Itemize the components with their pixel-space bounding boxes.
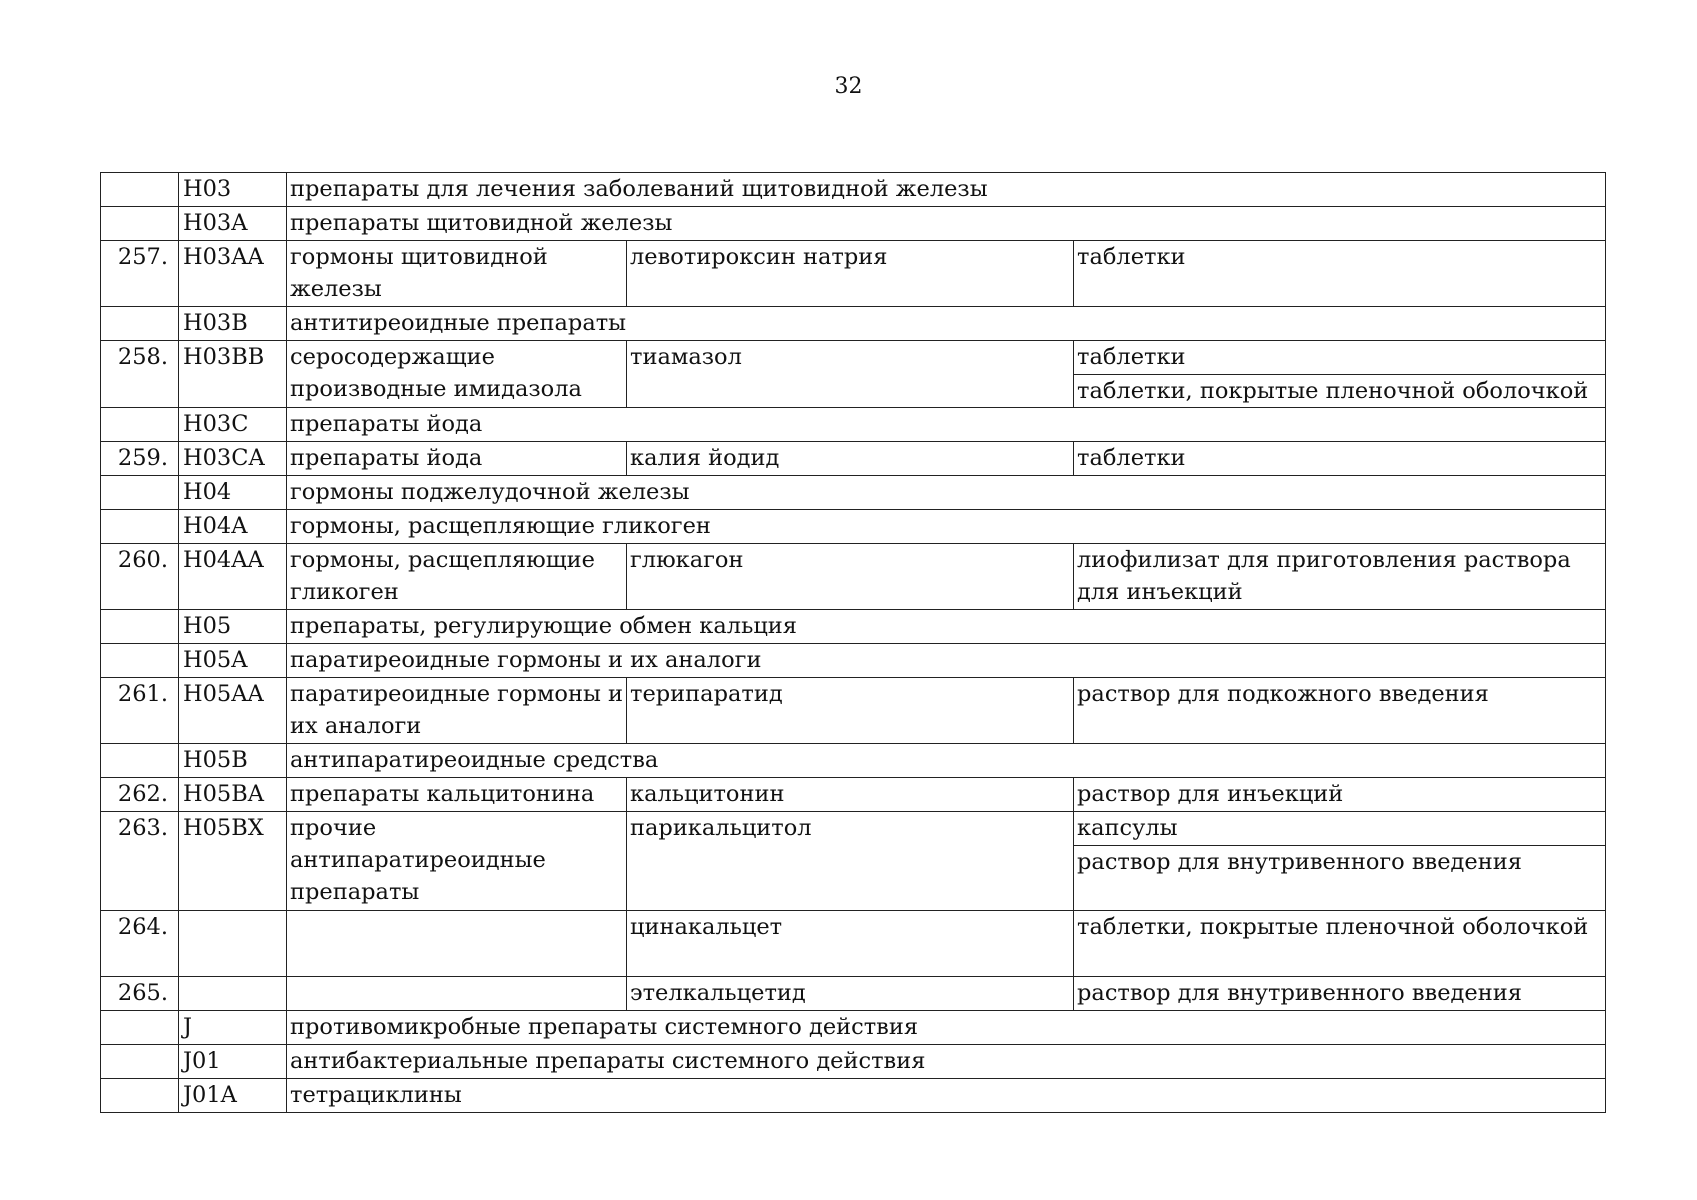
- table-row: [101, 544, 1606, 610]
- table-row: [101, 977, 1606, 1011]
- table-row: [101, 644, 1606, 678]
- dosage-form: раствор для внутривенного введения: [1074, 977, 1606, 1011]
- atc-code: H03: [179, 173, 287, 207]
- pharmacological-group: прочие антипаратиреоидные препараты: [287, 812, 627, 911]
- table-row: [101, 173, 1606, 207]
- row-number: 258.: [101, 341, 179, 408]
- drug-name: калия йодид: [627, 442, 1074, 476]
- table-row: [101, 476, 1606, 510]
- dosage-form: лиофилизат для приготовления раствора для инъекций: [1074, 544, 1606, 610]
- atc-code: H03A: [179, 207, 287, 241]
- row-number: 263.: [101, 812, 179, 911]
- table-row: [101, 744, 1606, 778]
- table-row: [101, 442, 1606, 476]
- row-number: [101, 1011, 179, 1045]
- drug-name: этелкальцетид: [627, 977, 1074, 1011]
- pharmacological-group: [287, 911, 627, 977]
- table-row: [101, 1011, 1606, 1045]
- group-title: противомикробные препараты системного действия: [287, 1011, 1606, 1045]
- row-number: [101, 610, 179, 644]
- atc-code: H04A: [179, 510, 287, 544]
- table-row: [101, 341, 1606, 375]
- row-number: [101, 510, 179, 544]
- row-number: 265.: [101, 977, 179, 1011]
- table-row: [101, 778, 1606, 812]
- pharmacological-group: паратиреоидные гормоны и их аналоги: [287, 678, 627, 744]
- row-number: [101, 476, 179, 510]
- table-row: [101, 241, 1606, 307]
- row-number: [101, 644, 179, 678]
- group-title: препараты щитовидной железы: [287, 207, 1606, 241]
- atc-code: H03C: [179, 408, 287, 442]
- atc-code: J: [179, 1011, 287, 1045]
- dosage-form: таблетки: [1074, 442, 1606, 476]
- group-title: препараты йода: [287, 408, 1606, 442]
- table-row: [101, 678, 1606, 744]
- dosage-form: раствор для внутривенного введения: [1074, 846, 1606, 911]
- table-row: [101, 307, 1606, 341]
- dosage-form: таблетки: [1074, 241, 1606, 307]
- group-title: препараты для лечения заболеваний щитовидной железы: [287, 173, 1606, 207]
- atc-code: H05BX: [179, 812, 287, 911]
- drug-name: цинакальцет: [627, 911, 1074, 977]
- table-row: [101, 1079, 1606, 1113]
- atc-code: H03CA: [179, 442, 287, 476]
- group-title: антипаратиреоидные средства: [287, 744, 1606, 778]
- table-row: [101, 1045, 1606, 1079]
- row-number: 261.: [101, 678, 179, 744]
- atc-code: [179, 911, 287, 977]
- atc-code: H04: [179, 476, 287, 510]
- atc-code: H04AA: [179, 544, 287, 610]
- drug-name: терипаратид: [627, 678, 1074, 744]
- group-title: антитиреоидные препараты: [287, 307, 1606, 341]
- table-row: [101, 812, 1606, 846]
- table-row: [101, 911, 1606, 977]
- row-number: [101, 1079, 179, 1113]
- table-row: [101, 610, 1606, 644]
- atc-code: H05B: [179, 744, 287, 778]
- atc-code: H05A: [179, 644, 287, 678]
- row-number: 262.: [101, 778, 179, 812]
- dosage-form: таблетки, покрытые пленочной оболочкой: [1074, 375, 1606, 408]
- atc-code: J01A: [179, 1079, 287, 1113]
- dosage-form: раствор для подкожного введения: [1074, 678, 1606, 744]
- table-row: [101, 408, 1606, 442]
- pharmacological-group: серосодержащие производные имидазола: [287, 341, 627, 408]
- row-number: 264.: [101, 911, 179, 977]
- group-title: препараты, регулирующие обмен кальция: [287, 610, 1606, 644]
- dosage-form: таблетки, покрытые пленочной оболочкой: [1074, 911, 1606, 977]
- atc-code: [179, 977, 287, 1011]
- group-title: гормоны поджелудочной железы: [287, 476, 1606, 510]
- row-number: [101, 1045, 179, 1079]
- row-number: 259.: [101, 442, 179, 476]
- row-number: [101, 173, 179, 207]
- row-number: [101, 408, 179, 442]
- group-title: гормоны, расщепляющие гликоген: [287, 510, 1606, 544]
- pharmacological-group: [287, 977, 627, 1011]
- dosage-form: таблетки: [1074, 341, 1606, 375]
- row-number: [101, 207, 179, 241]
- pharmacological-group: препараты йода: [287, 442, 627, 476]
- row-number: [101, 307, 179, 341]
- drug-name: кальцитонин: [627, 778, 1074, 812]
- pharmacological-group: гормоны щитовидной железы: [287, 241, 627, 307]
- atc-code: H03BB: [179, 341, 287, 408]
- atc-code: J01: [179, 1045, 287, 1079]
- atc-code: H03AA: [179, 241, 287, 307]
- group-title: паратиреоидные гормоны и их аналоги: [287, 644, 1606, 678]
- drug-name: парикальцитол: [627, 812, 1074, 911]
- dosage-form: раствор для инъекций: [1074, 778, 1606, 812]
- group-title: антибактериальные препараты системного действия: [287, 1045, 1606, 1079]
- drug-name: глюкагон: [627, 544, 1074, 610]
- pharmacological-group: гормоны, расщепляющие гликоген: [287, 544, 627, 610]
- table-row: [101, 510, 1606, 544]
- drug-name: левотироксин натрия: [627, 241, 1074, 307]
- atc-code: H05: [179, 610, 287, 644]
- atc-code: H03B: [179, 307, 287, 341]
- dosage-form: капсулы: [1074, 812, 1606, 846]
- group-title: тетрациклины: [287, 1079, 1606, 1113]
- row-number: [101, 744, 179, 778]
- atc-code: H05BA: [179, 778, 287, 812]
- table-row: [101, 207, 1606, 241]
- atc-code: H05AA: [179, 678, 287, 744]
- row-number: 260.: [101, 544, 179, 610]
- drug-list-table: [100, 172, 1606, 1113]
- row-number: 257.: [101, 241, 179, 307]
- page-number: 32: [834, 74, 863, 99]
- drug-name: тиамазол: [627, 341, 1074, 408]
- pharmacological-group: препараты кальцитонина: [287, 778, 627, 812]
